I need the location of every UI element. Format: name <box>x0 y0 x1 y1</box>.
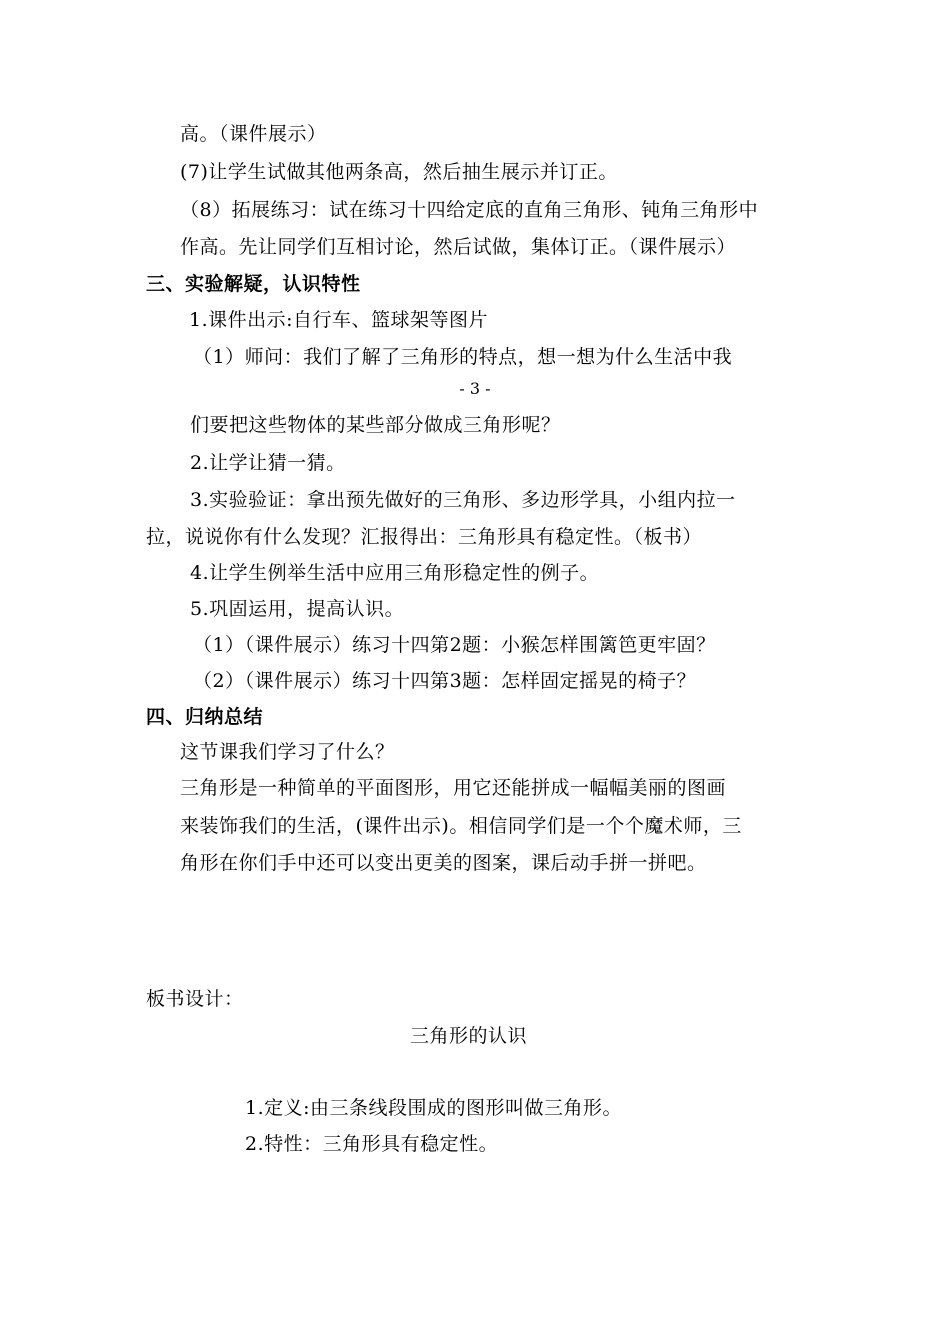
text-line: 角形在你们手中还可以变出更美的图案，课后动手拼一拼吧。 <box>180 852 707 874</box>
text-line: 高。（课件展示） <box>180 123 327 145</box>
text-line: （2）（课件展示）练习十四第3题：怎样固定摇晃的椅子？ <box>193 670 697 692</box>
text-line: 三角形是一种简单的平面图形，用它还能拼成一幅幅美丽的图画 <box>180 777 727 799</box>
text-line: 来装饰我们的生活，(课件出示)。相信同学们是一个个魔术师，三 <box>180 815 742 837</box>
board-item: 2.特性：三角形具有稳定性。 <box>245 1133 499 1155</box>
text-line: （8）拓展练习：试在练习十四给定底的直角三角形、钝角三角形中 <box>180 199 759 221</box>
text-line: （1）（课件展示）练习十四第2题：小猴怎样围篱笆更牢固？ <box>193 634 716 656</box>
page-number: - 3 - <box>459 379 491 398</box>
text-line: 5.巩固运用，提高认识。 <box>190 598 405 620</box>
text-line: 1.课件出示:自行车、篮球架等图片 <box>189 309 489 331</box>
text-line: （1）师问：我们了解了三角形的特点，想一想为什么生活中我 <box>193 346 733 368</box>
board-design-label: 板书设计： <box>146 988 244 1010</box>
text-line: (7)让学生试做其他两条高，然后抽生展示并订正。 <box>180 161 618 183</box>
board-title: 三角形的认识 <box>410 1025 528 1047</box>
text-line: 3.实验验证：拿出预先做好的三角形、多边形学具，小组内拉一 <box>190 489 736 511</box>
text-line: 2.让学让猜一猜。 <box>190 452 346 474</box>
board-item: 1.定义:由三条线段围成的图形叫做三角形。 <box>245 1097 623 1119</box>
text-line: 作高。先让同学们互相讨论，然后试做，集体订正。（课件展示） <box>180 236 737 258</box>
section-heading: 四、归纳总结 <box>146 706 264 728</box>
text-line: 这节课我们学习了什么？ <box>180 741 395 763</box>
text-line: 们要把这些物体的某些部分做成三角形呢？ <box>190 414 561 436</box>
section-heading: 三、实验解疑，认识特性 <box>146 273 361 295</box>
text-line: 拉，说说你有什么发现？汇报得出：三角形具有稳定性。（板书） <box>146 526 703 548</box>
text-line: 4.让学生例举生活中应用三角形稳定性的例子。 <box>190 562 600 584</box>
